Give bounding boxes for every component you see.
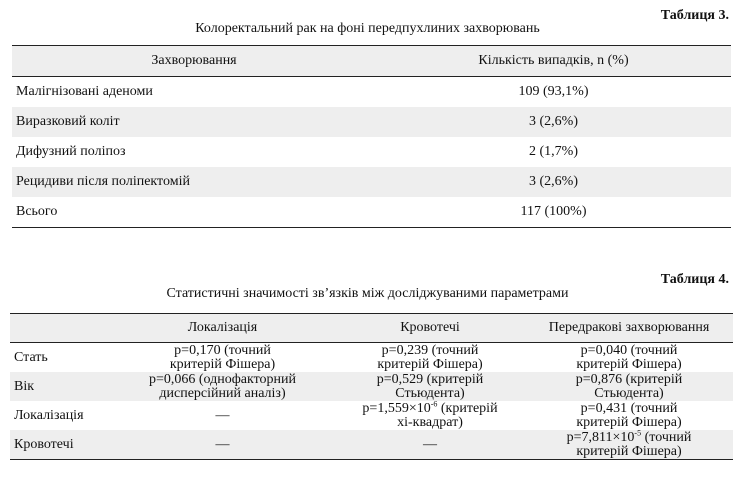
table-header-row	[12, 46, 731, 77]
cell-value	[335, 372, 525, 401]
table-row	[10, 343, 733, 373]
cell-line: —	[215, 407, 230, 423]
cell-line: Стьюдента)	[395, 385, 465, 401]
cell-line: p=0,529 (критерій	[376, 371, 484, 387]
cell-value	[110, 401, 335, 430]
cell-line: Стьюдента)	[594, 385, 664, 401]
column-header-bleeding: Кровотечі	[335, 314, 525, 343]
table-3	[12, 45, 731, 228]
cell-value	[525, 343, 733, 373]
table-4	[10, 313, 733, 460]
column-header-empty	[10, 314, 110, 343]
cell-line: $p=7,811\times 10^{-5}$ (точний	[566, 427, 692, 445]
cell-value	[110, 343, 335, 373]
cell-line: критерій Фішера)	[377, 356, 483, 372]
cell-line: p=0,066 (однофакторний	[148, 371, 297, 387]
cell-value: 3 (2,6%)	[376, 107, 731, 137]
table-4-label: Таблиця 4.	[660, 272, 729, 287]
cell-value	[335, 343, 525, 373]
row-label: Вік	[10, 372, 110, 401]
table-row	[10, 430, 733, 460]
table-row	[12, 107, 731, 137]
cell-value	[525, 427, 733, 460]
cell-value: 117 (100%)	[376, 197, 731, 228]
column-header-disease: Захворювання	[12, 46, 376, 77]
table-row-total	[12, 197, 731, 228]
cell-line: p=0,876 (критерій	[575, 371, 683, 387]
row-label: Дифузний поліпоз	[16, 144, 126, 159]
cell-line: —	[215, 436, 230, 452]
table-3-label: Таблиця 3.	[660, 8, 729, 23]
cell-value	[525, 372, 733, 401]
column-header-precancerous: Передракові захворювання	[525, 314, 733, 343]
row-label: Рецидиви після поліпектомій	[12, 167, 376, 197]
table-row	[12, 167, 731, 197]
table-row	[12, 77, 731, 108]
cell-line: p=0,431 (точний	[580, 400, 678, 416]
cell-value: 2 (1,7%)	[529, 144, 578, 159]
row-label: Локалізація	[14, 407, 84, 423]
exponent: -6	[430, 398, 438, 408]
table-3-title: Колоректальний рак на фоні передпухлиних захворювань	[195, 21, 540, 36]
table-row	[10, 372, 733, 401]
cell-value	[110, 430, 335, 460]
table-4-title: Статистичні значимості зв’язків між досліджуваними параметрами	[166, 286, 569, 301]
column-header-localization: Локалізація	[110, 314, 335, 343]
cell-value	[335, 430, 525, 460]
row-label: Малігнізовані аденоми	[16, 84, 153, 99]
column-header-case-count: Кількість випадків, n (%)	[376, 46, 731, 77]
exponent: -5	[634, 427, 642, 437]
table-row	[10, 401, 733, 430]
cell-value	[525, 401, 733, 430]
row-label: Всього	[12, 197, 376, 228]
cell-line: p=0,170 (точний	[174, 342, 271, 358]
cell-line: хі-квадрат)	[397, 414, 463, 430]
cell-line: $p=1,559\times 10^{-6}$ (критерій	[362, 398, 498, 416]
cell-value	[110, 372, 335, 401]
cell-line: критерій Фішера)	[169, 356, 276, 372]
cell-line: p=0,239 (точний	[381, 342, 479, 358]
cell-line: p=0,040 (точний	[580, 342, 678, 358]
cell-value	[335, 398, 525, 430]
cell-value: 109 (93,1%)	[518, 84, 589, 99]
cell-value: 3 (2,6%)	[376, 167, 731, 197]
row-label: Кровотечі	[10, 430, 110, 460]
table-header-row	[10, 314, 733, 343]
cell-line: критерій Фішера)	[576, 414, 682, 430]
row-label: Виразковий коліт	[12, 107, 376, 137]
cell-line: критерій Фішера)	[576, 443, 682, 459]
table-row	[12, 137, 731, 167]
cell-line: критерій Фішера)	[576, 356, 682, 372]
row-label: Стать	[14, 349, 48, 365]
cell-line: дисперсійний аналіз)	[159, 385, 286, 401]
cell-line: —	[423, 436, 437, 452]
